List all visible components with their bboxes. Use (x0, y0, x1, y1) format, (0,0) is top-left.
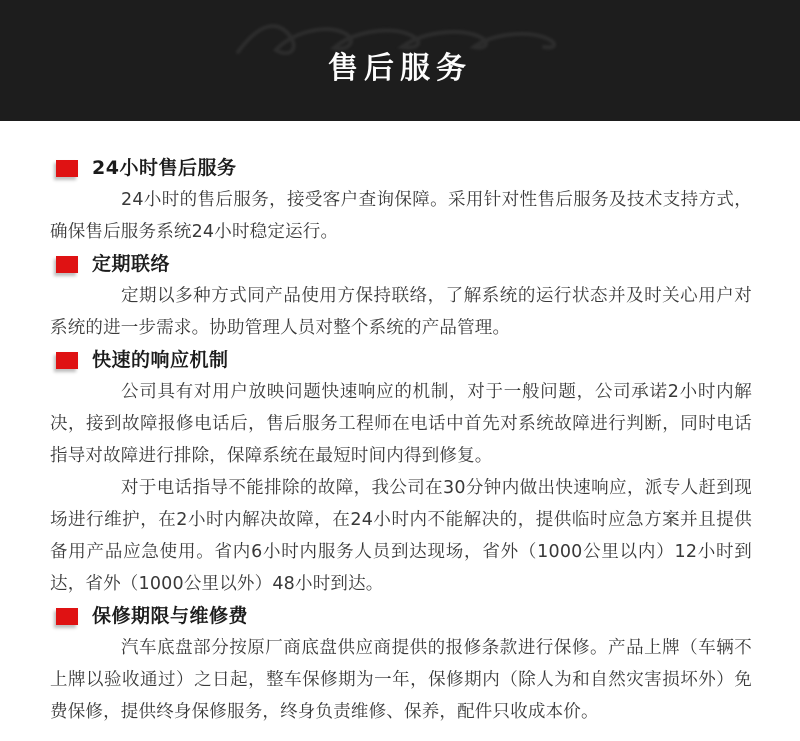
section-paragraph: 定期以多种方式同产品使用方保持联络，了解系统的运行状态并及时关心用户对系统的进一步需求。协助管理人员对整个系统的产品管理。 (50, 286, 752, 338)
section-heading: 24小时售后服务 (92, 157, 237, 179)
service-section (50, 248, 752, 344)
red-square-bullet-icon (56, 256, 78, 273)
content-area (0, 121, 800, 728)
page-header (0, 0, 800, 121)
section-header-row (50, 152, 752, 184)
section-header-row (50, 344, 752, 376)
service-section (50, 600, 752, 728)
service-section (50, 152, 752, 248)
section-heading: 保修期限与维修费 (92, 605, 249, 627)
section-paragraph: 对于电话指导不能排除的故障，我公司在30分钟内做出快速响应，派专人赶到现场进行维护，在2小时内解决故障，在24小时内不能解决的，提供临时应急方案并且提供备用产品应急使用。省内6小时内服务人员到达现场，省外（1000公里以内）12小时到达，省外（1000公里以外）48小时到达。 (50, 478, 752, 594)
section-header-row (50, 248, 752, 280)
sections-list (50, 152, 752, 728)
red-square-bullet-icon (56, 352, 78, 369)
page-title: 售后服务 (328, 51, 472, 86)
section-paragraph: 汽车底盘部分按原厂商底盘供应商提供的报修条款进行保修。产品上牌（车辆不上牌以验收通过）之日起，整车保修期为一年，保修期内（除人为和自然灾害损坏外）免费保修，提供终身保修服务，终身负责维修、保养，配件只收成本价。 (50, 638, 752, 722)
red-square-bullet-icon (56, 608, 78, 625)
section-paragraph: 24小时的售后服务，接受客户查询保障。采用针对性售后服务及技术支持方式，确保售后服务系统24小时稳定运行。 (50, 190, 752, 242)
section-heading: 快速的响应机制 (92, 349, 229, 371)
red-square-bullet-icon (56, 160, 78, 177)
section-header-row (50, 600, 752, 632)
service-section (50, 344, 752, 600)
section-paragraph: 公司具有对用户放映问题快速响应的机制，对于一般问题，公司承诺2小时内解决，接到故障报修电话后，售后服务工程师在电话中首先对系统故障进行判断，同时电话指导对故障进行排除，保障系统在最短时间内得到修复。 (50, 382, 752, 466)
section-heading: 定期联络 (92, 253, 171, 275)
